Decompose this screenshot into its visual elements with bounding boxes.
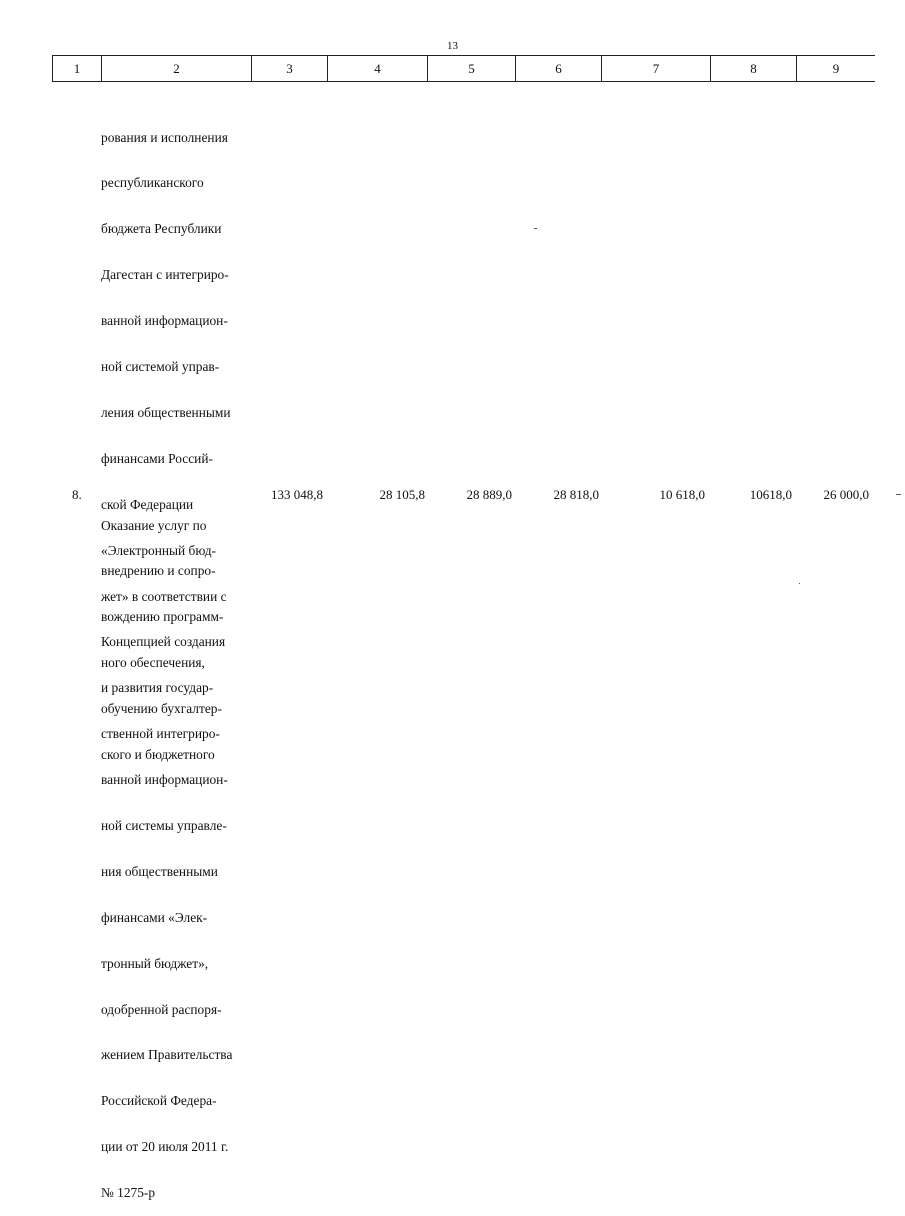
- column-header-8: 8: [711, 56, 797, 81]
- name-line: Российской Федера-: [101, 1093, 217, 1109]
- column-header-6: 6: [516, 56, 602, 81]
- page-number: 13: [447, 40, 458, 52]
- name-line: внедрению и сопро-: [101, 563, 216, 579]
- column-header-5: 5: [428, 56, 516, 81]
- name-line: жением Правительства: [101, 1047, 233, 1063]
- name-line: бюджета Республики: [101, 221, 222, 237]
- column-header-2: 2: [102, 56, 252, 81]
- column-header-9: 9: [832, 61, 840, 76]
- name-line: и развития государ-: [101, 680, 214, 696]
- name-line: Дагестан с интегриро-: [101, 267, 229, 283]
- name-line: ванной информацион-: [101, 772, 228, 788]
- row-value-col6: 28 818,0: [553, 487, 599, 502]
- row-number: 8.: [72, 487, 82, 502]
- column-header-4: 4: [328, 56, 428, 81]
- name-line: № 1275-р: [101, 1185, 156, 1201]
- scan-speck: [534, 228, 537, 229]
- name-line: ции от 20 июля 2011 г.: [101, 1139, 229, 1155]
- name-line: ния общественными: [101, 863, 218, 879]
- name-line: Оказание услуг по: [101, 517, 207, 533]
- column-header-3: 3: [252, 56, 328, 81]
- name-line: ской Федерации: [101, 496, 194, 512]
- name-line: ной системой управ-: [101, 359, 220, 375]
- name-line: ной системы управле-: [101, 817, 227, 833]
- name-line: одобренной распоря-: [101, 1001, 222, 1017]
- row-value-col3: 133 048,8: [271, 487, 323, 502]
- name-line: ственной интегриро-: [101, 726, 220, 742]
- scan-speck: [799, 583, 800, 584]
- column-header-7: 7: [602, 56, 711, 81]
- row-value-col5: 28 889,0: [466, 487, 512, 502]
- name-line: жет» в соответствии с: [101, 588, 227, 604]
- name-line: вождению программ-: [101, 609, 224, 625]
- name-line: ного обеспечения,: [101, 655, 205, 671]
- row-value-col9: 26 000,0: [823, 487, 869, 502]
- name-line: ского и бюджетного: [101, 747, 215, 763]
- row-value-col7: 10 618,0: [659, 487, 705, 502]
- row-value-col4: 28 105,8: [379, 487, 425, 502]
- column-header-1: 1: [53, 56, 102, 81]
- name-line: «Электронный бюд-: [101, 542, 216, 558]
- row-value-col8: 10618,0: [749, 487, 792, 502]
- name-line: Концепцией создания: [101, 634, 226, 650]
- row-name-cell: [101, 487, 261, 778]
- name-line: финансами «Элек-: [101, 909, 208, 925]
- name-line: ванной информацион-: [101, 313, 228, 329]
- name-line: обучению бухгалтер-: [101, 701, 222, 717]
- scan-speck: [896, 494, 901, 495]
- name-line: рования и исполнения: [101, 129, 228, 145]
- name-line: тронный бюджет»,: [101, 955, 209, 971]
- name-line: республиканского: [101, 175, 204, 191]
- name-line: ления общественными: [101, 404, 231, 420]
- name-line: финансами Россий-: [101, 450, 213, 466]
- table-header-row: [52, 55, 875, 82]
